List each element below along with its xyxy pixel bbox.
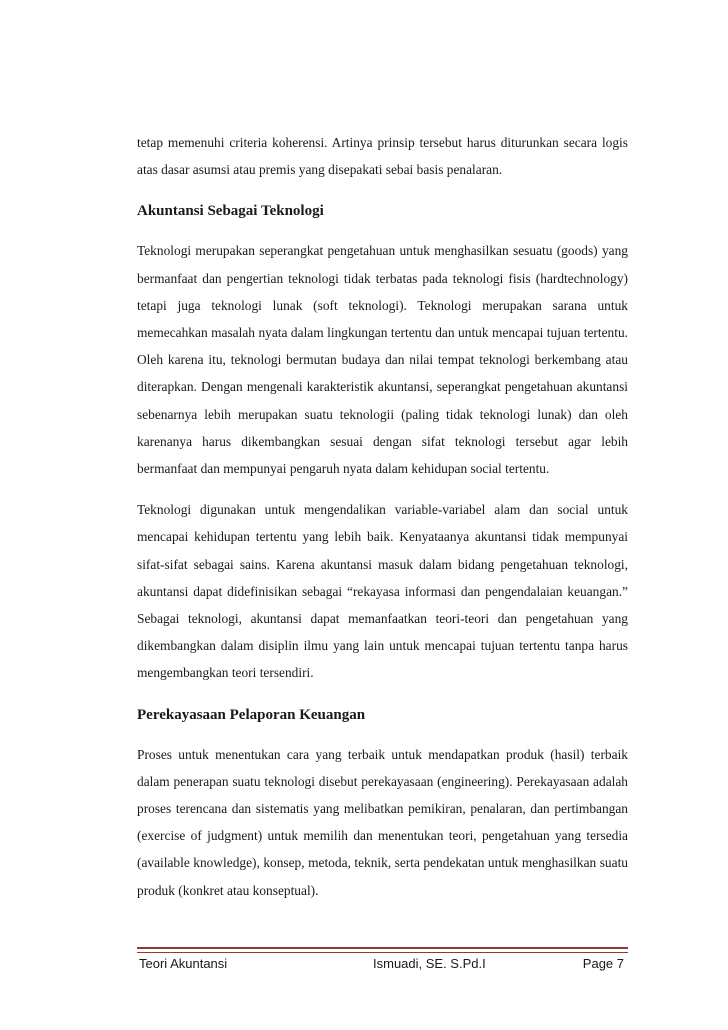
heading-perekayasaan-pelaporan: Perekayasaan Pelaporan Keuangan (137, 706, 366, 723)
heading-akuntansi-sebagai-teknologi: Akuntansi Sebagai Teknologi (137, 203, 324, 220)
paragraph-teknologi-definition: Teknologi merupakan seperangkat pengetahuan untuk menghasilkan sesuatu (goods) yang bermanfaat dan pengertian teknologi tidak terbatas pada teknologi fisis (hardtechnology) tetapi juga teknologi lunak (soft teknologi). Teknologi merupakan sarana untuk memecahkan masalah nyata dalam lingkungan tertentu dan untuk mencapai tujuan tertentu. Oleh karena itu, teknologi bermutan budaya dan nilai tempat teknologi berkembang atau diterapkan. Dengan mengenali karakteristik akuntansi, seperangkat pengetahuan akuntansi sebenarnya lebih merupakan suatu teknologii (paling tidak teknologi lunak) dan oleh karenanya harus dikembangkan sesuai dengan sifat teknologi tersebut agar lebih bermanfaat dan mempunyai pengaruh nyata dalam kehidupan social tertentu. (137, 243, 628, 477)
footer-divider-thick (137, 947, 628, 949)
paragraph-teknologi-usage: Teknologi digunakan untuk mengendalikan variable-variabel alam dan social untuk mencapai kehidupan tertentu yang lebih baik. Kenyataanya akuntansi tidak mempunyai sifat-sifat sebagai sains. Karena akuntansi masuk dalam bidang pengetahuan teknologi, akuntansi dapat didefinisikan sebagai “rekayasa informasi dan pengendalaian keuangan.” Sebagai teknologi, akuntansi dapat memanfaatkan teori-teori dan pengetahuan yang dikembangkan dalam disiplin ilmu yang lain untuk mencapai tujuan tertentu tanpa harus mengembangkan teori tersendiri. (137, 502, 628, 681)
paragraph-intro: tetap memenuhi criteria koherensi. Artinya prinsip tersebut harus diturunkan secara logis atas dasar asumsi atau premis yang disepakati sebai basis penalaran. (137, 135, 628, 178)
footer-divider-thin (137, 952, 628, 953)
document-body (137, 129, 628, 904)
page-footer (137, 956, 628, 976)
footer-book-title: Teori Akuntansi (139, 956, 228, 971)
paragraph-perekayasaan: Proses untuk menentukan cara yang terbaik untuk mendapatkan produk (hasil) terbaik dalam penerapan suatu teknologi disebut perekayasaan (engineering). Perekayasaan adalah proses terencana dan sistematis yang melibatkan pemikiran, penalaran, dan pertimbangan (exercise of judgment) untuk memilih dan menentukan teori, pengetahuan yang tersedia (available knowledge), konsep, metoda, teknik, serta pendekatan untuk menghasilkan suatu produk (konkret atau konseptual). (137, 746, 628, 898)
footer-author: Ismuadi, SE. S.Pd.I (373, 956, 486, 971)
footer-page-number: Page 7 (582, 956, 624, 971)
